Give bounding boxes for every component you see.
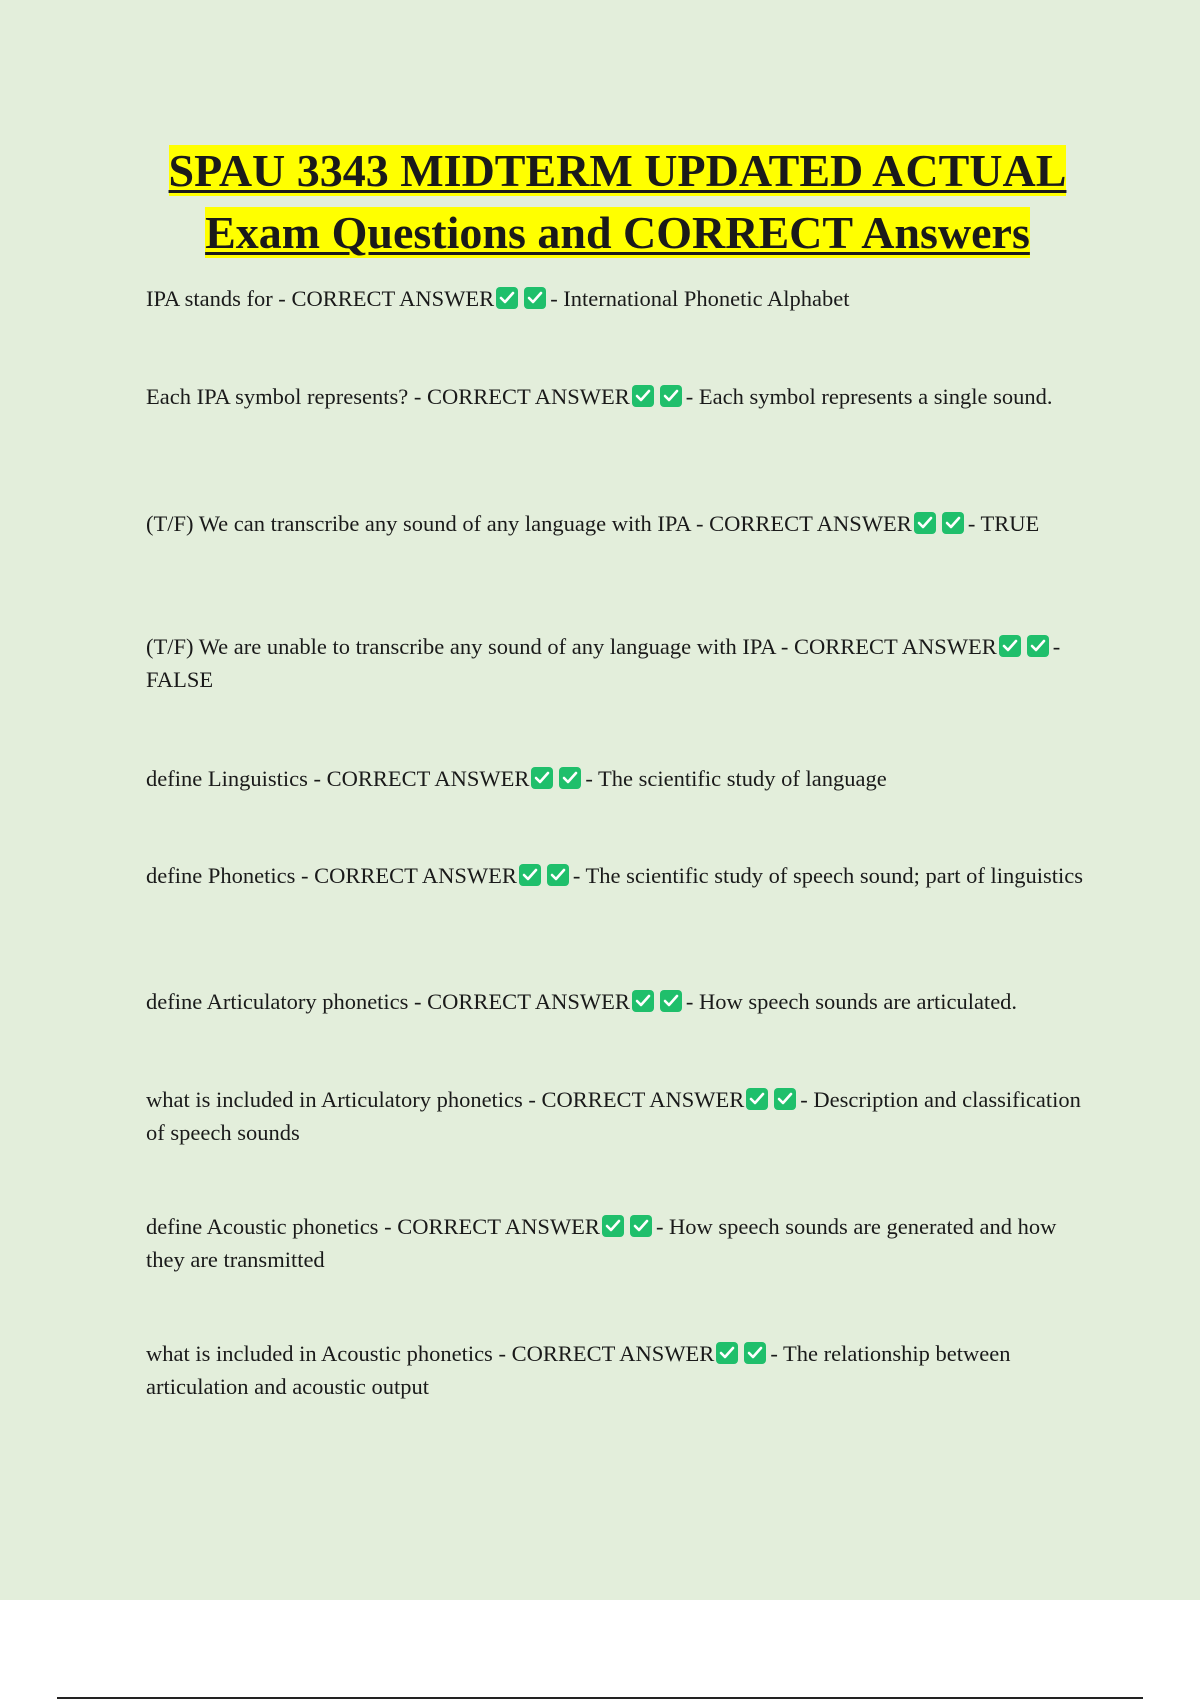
question-text: define Acoustic phonetics - xyxy=(146,1214,398,1239)
question-text: Each IPA symbol represents? - xyxy=(146,384,427,409)
correct-answer-label: CORRECT ANSWER xyxy=(511,1341,715,1366)
qa-item xyxy=(146,380,1091,413)
check-mark-icon xyxy=(716,1342,738,1364)
qa-item xyxy=(146,282,1091,315)
correct-answer-label: CORRECT ANSWER xyxy=(427,384,630,409)
qa-item xyxy=(146,985,1091,1018)
check-mark-icon xyxy=(774,1088,796,1110)
correct-answer-label: CORRECT ANSWER xyxy=(397,1214,600,1239)
question-text: what is included in Articulatory phonetics - xyxy=(146,1087,542,1112)
correct-answer-label: CORRECT ANSWER xyxy=(794,634,997,659)
qa-item xyxy=(146,762,1091,795)
question-text: define Phonetics - xyxy=(146,863,315,888)
correct-answer-label: CORRECT ANSWER xyxy=(709,511,912,536)
check-mark-icon xyxy=(942,512,964,534)
answer-text: - The scientific study of language xyxy=(585,766,887,791)
check-mark-icon xyxy=(632,990,654,1012)
answer-text: - The scientific study of speech sound; part of linguistics xyxy=(572,863,1083,888)
check-mark-icon xyxy=(559,767,581,789)
answer-text: - Each symbol represents a single sound. xyxy=(685,384,1053,409)
answer-text: - International Phonetic Alphabet xyxy=(550,286,850,311)
check-mark-icon xyxy=(746,1088,768,1110)
check-mark-icon xyxy=(744,1342,766,1364)
qa-item xyxy=(146,507,1091,540)
check-mark-icon xyxy=(630,1215,652,1237)
correct-answer-label: CORRECT ANSWER xyxy=(541,1087,745,1112)
answer-text: - How speech sounds are articulated. xyxy=(685,989,1018,1014)
correct-answer-label: CORRECT ANSWER xyxy=(291,286,495,311)
title-line-1: SPAU 3343 MIDTERM UPDATED ACTUAL xyxy=(168,145,1067,196)
qa-item xyxy=(146,1210,1091,1276)
check-mark-icon xyxy=(660,990,682,1012)
correct-answer-label: CORRECT ANSWER xyxy=(326,766,530,791)
question-text: what is included in Acoustic phonetics - xyxy=(146,1341,512,1366)
check-mark-icon xyxy=(547,864,569,886)
check-mark-icon xyxy=(632,385,654,407)
answer-text: - The relationship between articulation and acoustic output xyxy=(146,1341,1011,1399)
correct-answer-label: CORRECT ANSWER xyxy=(314,863,517,888)
check-mark-icon xyxy=(524,287,546,309)
answer-text: - Description and classification of speech sounds xyxy=(146,1087,1081,1145)
answer-text: - TRUE xyxy=(967,511,1040,536)
qa-item xyxy=(146,859,1091,892)
answer-text: - FALSE xyxy=(146,634,1061,692)
page-divider xyxy=(57,1697,1143,1699)
document-title xyxy=(120,140,1115,264)
question-text: (T/F) We are unable to transcribe any sound of any language with IPA - xyxy=(146,634,795,659)
question-text: (T/F) We can transcribe any sound of any language with IPA - xyxy=(146,511,710,536)
check-mark-icon xyxy=(1027,635,1049,657)
check-mark-icon xyxy=(602,1215,624,1237)
question-text: define Linguistics - xyxy=(146,766,327,791)
title-line-2: Exam Questions and CORRECT Answers xyxy=(205,207,1030,258)
qa-item xyxy=(146,630,1091,696)
qa-item xyxy=(146,1337,1091,1403)
check-mark-icon xyxy=(914,512,936,534)
check-mark-icon xyxy=(999,635,1021,657)
correct-answer-label: CORRECT ANSWER xyxy=(427,989,630,1014)
check-mark-icon xyxy=(660,385,682,407)
qa-item xyxy=(146,1083,1091,1149)
question-text: IPA stands for - xyxy=(146,286,292,311)
check-mark-icon xyxy=(531,767,553,789)
check-mark-icon xyxy=(496,287,518,309)
check-mark-icon xyxy=(519,864,541,886)
answer-text: - How speech sounds are generated and how they are transmitted xyxy=(146,1214,1057,1272)
question-text: define Articulatory phonetics - xyxy=(146,989,428,1014)
